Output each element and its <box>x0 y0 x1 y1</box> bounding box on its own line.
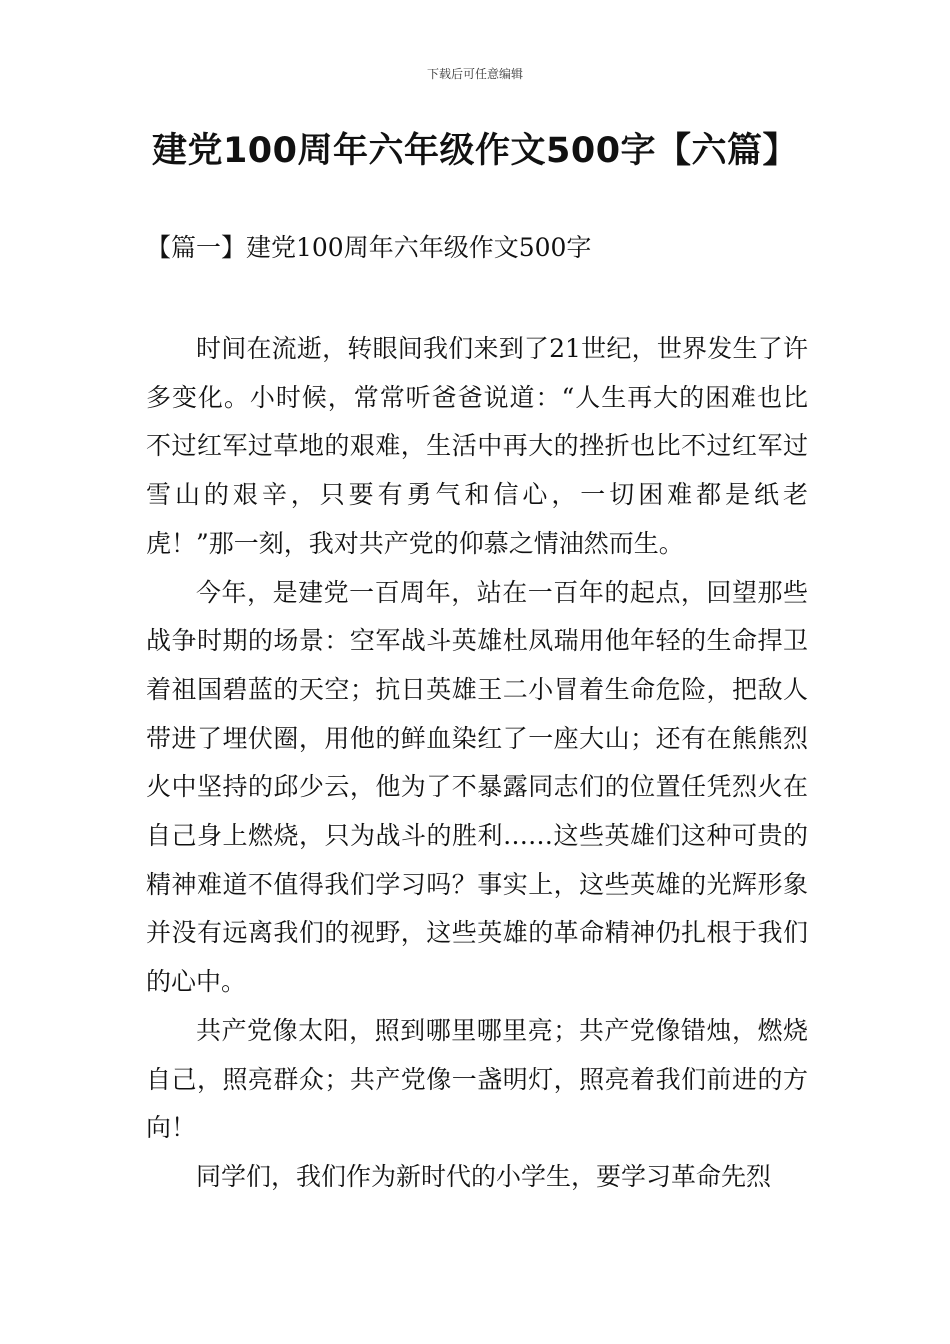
paragraph-3: 共产党像太阳，照到哪里哪里亮；共产党像错烛，燃烧自己，照亮群众；共产党像一盏明灯，照亮着我们前进的方向！ <box>146 1015 808 1143</box>
document-title: 建党100周年六年级作文500字【六篇】 <box>151 131 799 171</box>
paragraph-4: 同学们，我们作为新时代的小学生，要学习革命先烈 <box>196 1161 772 1191</box>
essay-body <box>146 325 808 1202</box>
header-note: 下载后可任意编辑 <box>426 67 523 81</box>
section-heading: 【篇一】建党100周年六年级作文500字 <box>146 233 592 262</box>
paragraph-1: 时间在流逝，转眼间我们来到了21世纪，世界发生了许多变化。小时候，常常听爸爸说道：“人生再大的困难也比不过红军过草地的艰难，生活中再大的挫折也比不过红军过雪山的艰辛，只要有勇气和信心，一切困难都是纸老虎！”那一刻，我对共产党的仰慕之情油然而生。 <box>146 334 808 558</box>
paragraph-2: 今年，是建党一百周年，站在一百年的起点，回望那些战争时期的场景：空军战斗英雄杜凤瑞用他年轻的生命捍卫着祖国碧蓝的天空；抗日英雄王二小冒着生命危险，把敌人带进了埋伏圈，用他的鲜血染红了一座大山；还有在熊熊烈火中坚持的邱少云，他为了不暴露同志们的位置任凭烈火在自己身上燃烧，只为战斗的胜利……这些英雄们这种可贵的精神难道不值得我们学习吗？事实上，这些英雄的光辉形象并没有远离我们的视野，这些英雄的革命精神仍扎根于我们的心中。 <box>146 577 808 997</box>
